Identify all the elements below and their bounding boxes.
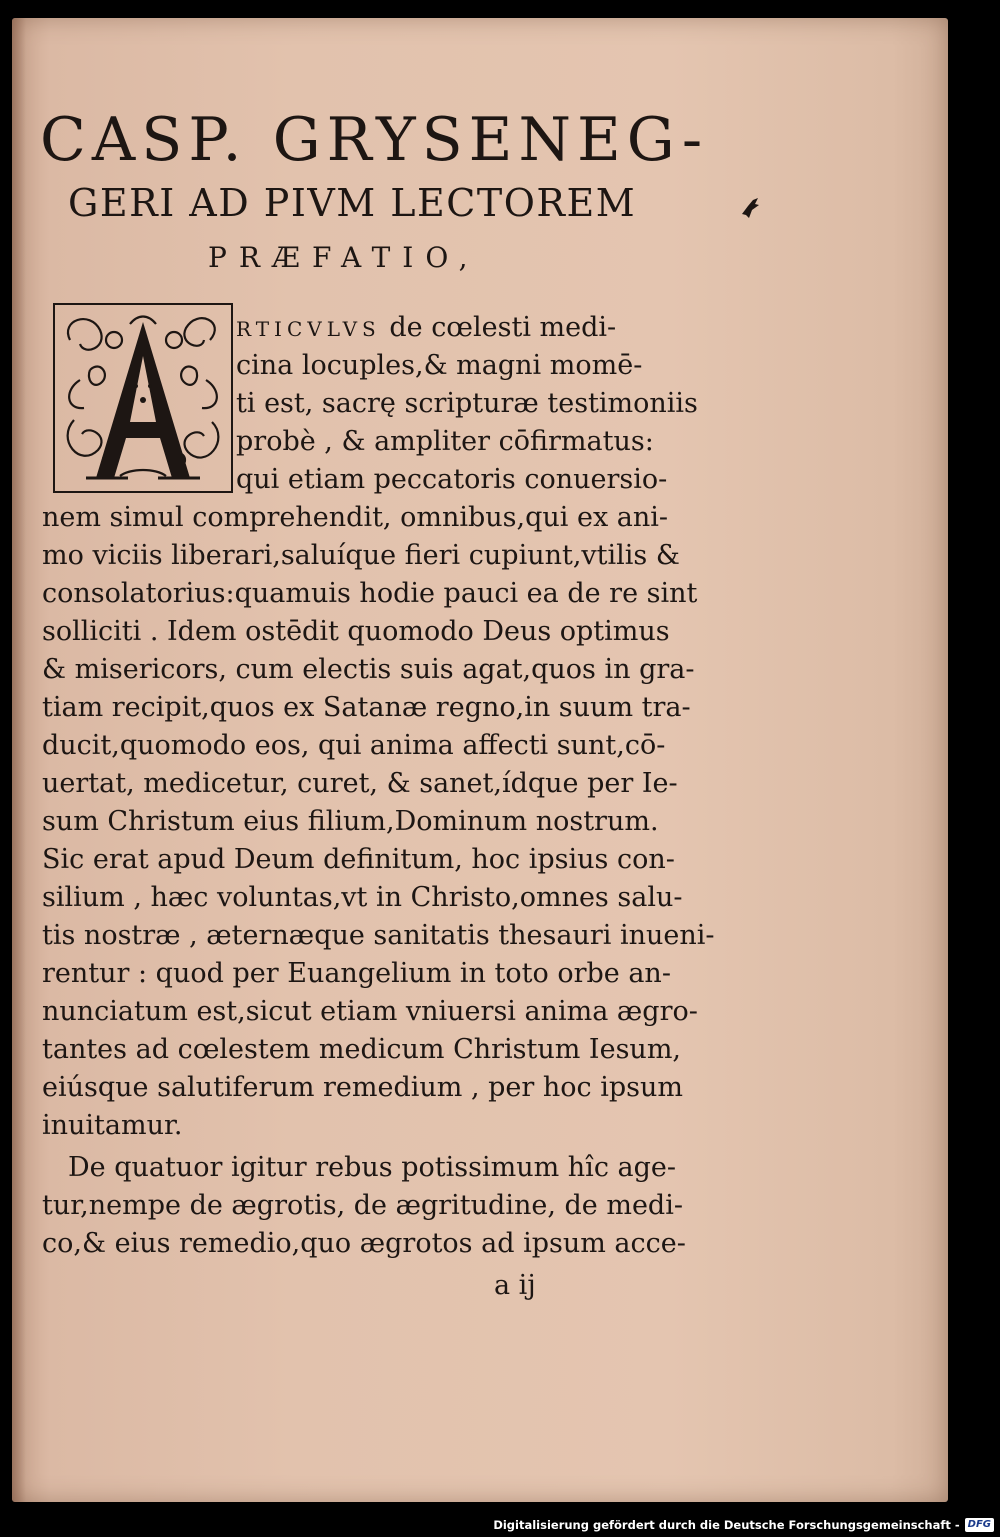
signature-mark: a ij [494,1270,536,1301]
text-line-20: tantes ad cœlestem medicum Christum Iesum, [42,1034,682,1065]
text-line-19: nunciatum est,sicut etiam vniuersi anima ægro- [42,996,698,1027]
footer-text: Digitalisierung gefördert durch die Deutsche Forschungsgemeinschaft - [493,1518,960,1532]
text-line-1 [236,314,616,341]
text-line-3: ti est, sacrę scripturæ testimoniis [236,388,698,419]
text-line-14: sum Christum eius filium,Dominum nostrum. [42,806,659,837]
footer-credit [493,1515,994,1535]
text-line-9: solliciti . Idem ostēdit quomodo Deus optimus [42,616,670,647]
text-line-24: tur,nempe de ægrotis, de ægritudine, de medi- [42,1190,683,1221]
heading-line-1: CASP. GRYSENEG- [40,105,709,175]
text-line-1-rest: de cœlesti medi- [389,312,617,343]
text-line-13: uertat, medicetur, curet, & sanet,ídque per Ie- [42,768,678,799]
decorated-initial-a-icon [50,300,236,496]
text-line-16: silium , hæc voluntas,vt in Christo,omnes salu- [42,882,683,913]
heading-line-3: PRÆFATIO, [208,241,480,274]
text-line-18: rentur : quod per Euangelium in toto orbe an- [42,958,671,989]
text-line-12: ducit,quomodo eos, qui anima affecti sunt,cō- [42,730,666,761]
text-line-4: probè , & ampliter cōfirmatus: [236,426,654,457]
text-line-17: tis nostræ , æternæque sanitatis thesauri inueni- [42,920,715,951]
heading-line-2: GERI AD PIVM LECTOREM [68,181,637,225]
text-line-25: co,& eius remedio,quo ægrotos ad ipsum acce- [42,1228,686,1259]
text-line-7: mo viciis liberari,saluíque fieri cupiunt,vtilis & [42,540,680,571]
text-line-23: De quatuor igitur rebus potissimum hîc age- [68,1152,677,1183]
text-line-8: consolatorius:quamuis hodie pauci ea de re sint [42,578,698,609]
text-line-21: eiúsque salutiferum remedium , per hoc ipsum [42,1072,683,1103]
text-line-11: tiam recipit,quos ex Satanæ regno,in suum tra- [42,692,691,723]
text-line-6: nem simul comprehendit, omnibus,qui ex ani- [42,502,669,533]
text-line-2: cina locuples,& magni momē- [236,350,643,381]
book-page [12,18,948,1502]
text-line-22: inuitamur. [42,1110,183,1141]
text-line-15: Sic erat apud Deum definitum, hoc ipsius con- [42,844,675,875]
text-line-1-caps: RTICVLVS [236,317,381,341]
dfg-logo: DFG [965,1518,994,1532]
text-line-5: qui etiam peccatoris conuersio- [236,464,668,495]
text-line-10: & misericors, cum electis suis agat,quos in gra- [42,654,695,685]
ink-blot-icon [738,196,762,222]
